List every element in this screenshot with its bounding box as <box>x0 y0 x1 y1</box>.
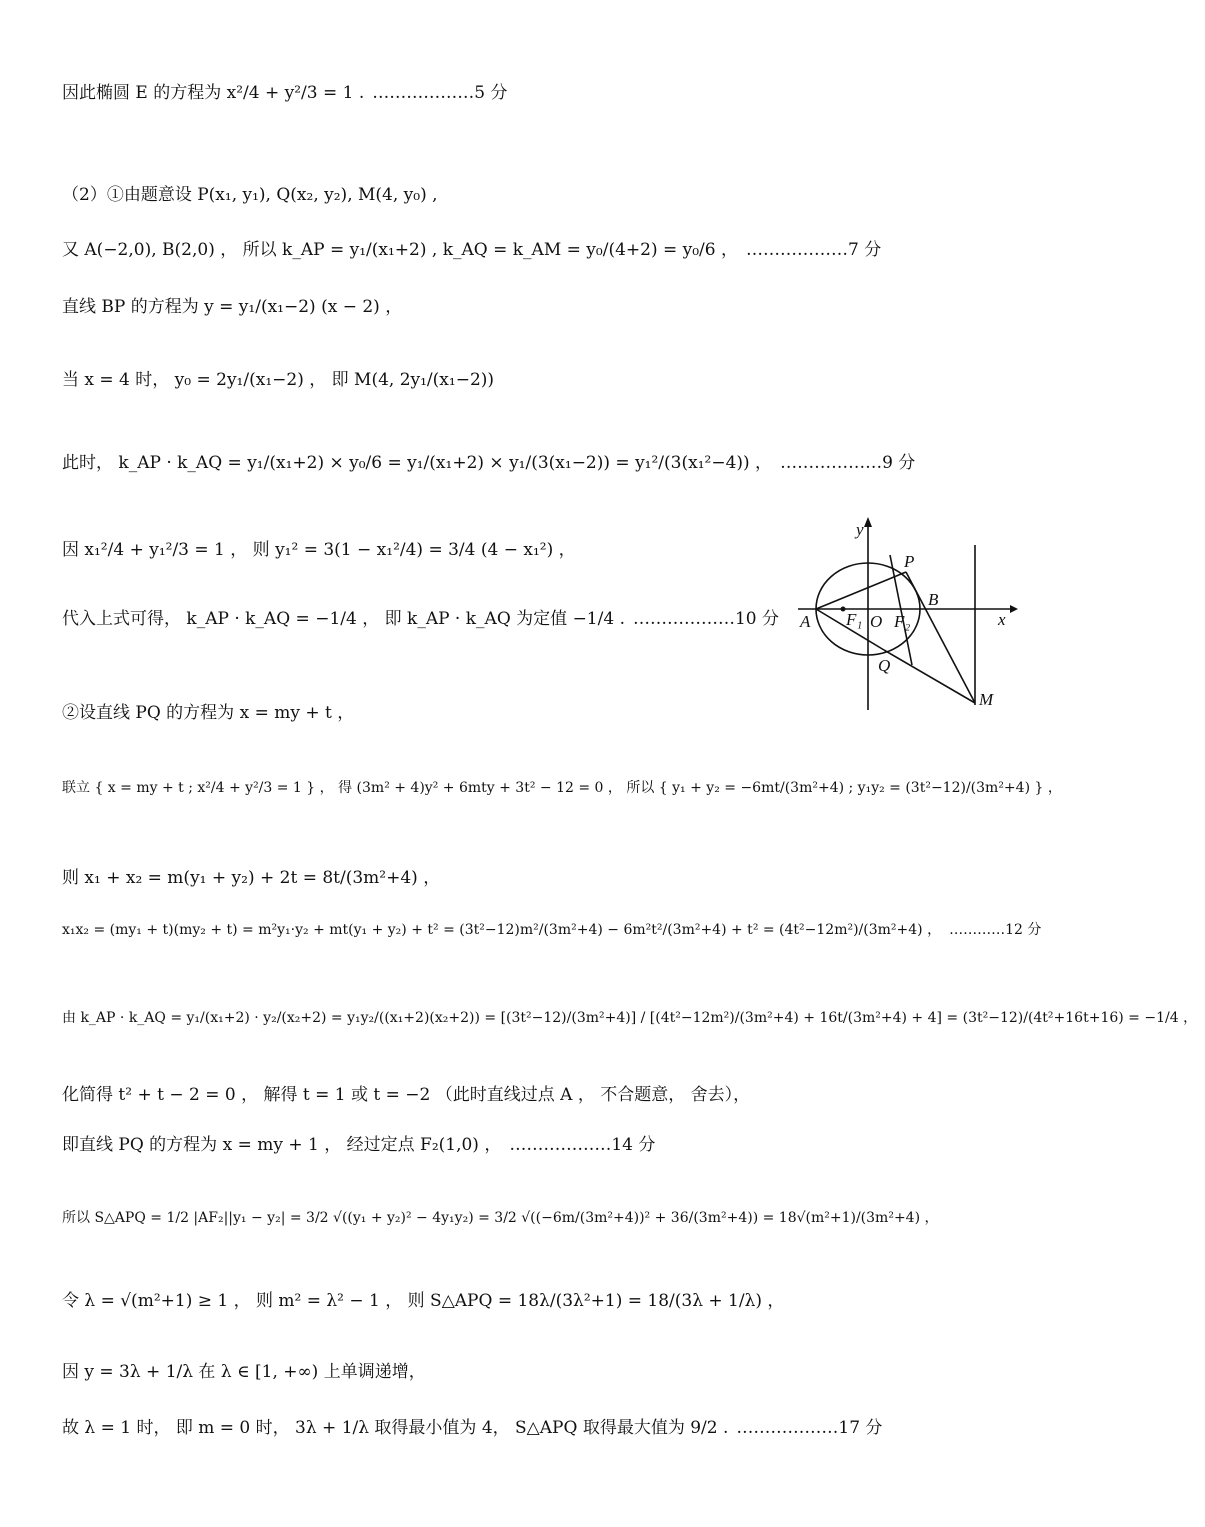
line-12: x₁x₂ = (my₁ + t)(my₂ + t) = m²y₁·y₂ + mt(y₁ + y₂) + t² = (3t²−12)m²/(3m²+4) − 6m²t²/(3m²+4) + t² = (4t²−12m²)/(3m²+4) ， …………12 分 <box>62 922 1042 938</box>
label-q: Q <box>878 656 891 675</box>
label-b: B <box>928 590 939 609</box>
label-x: x <box>998 610 1006 629</box>
line-15: 即直线 PQ 的方程为 x = my + 1 ， 经过定点 F₂(1,0) ， ………………14 分 <box>62 1135 656 1155</box>
line-19: 故 λ = 1 时， 即 m = 0 时， 3λ + 1/λ 取得最小值为 4， S△APQ 取得最大值为 9/2 . ………………17 分 <box>62 1418 883 1438</box>
y-axis-arrow <box>864 517 872 527</box>
label-y: y <box>856 520 864 539</box>
label-o: O <box>870 612 883 631</box>
f1-point <box>841 607 846 612</box>
line-9: ②设直线 PQ 的方程为 x = my + t ， <box>62 703 355 723</box>
label-a: A <box>800 612 811 631</box>
line-17: 令 λ = √(m²+1) ≥ 1 ， 则 m² = λ² − 1 ， 则 S△APQ = 18λ/(3λ²+1) = 18/(3λ + 1/λ) ， <box>62 1291 785 1311</box>
label-p: P <box>904 552 915 571</box>
line-5: 当 x = 4 时， y₀ = 2y₁/(x₁−2) ， 即 M(4, 2y₁/(x₁−2)) <box>62 370 495 390</box>
line-8: 代入上式可得， k_AP · k_AQ = −1/4 ， 即 k_AP · k_AQ 为定值 −1/4 . ………………10 分 <box>62 609 780 629</box>
line-11: 则 x₁ + x₂ = m(y₁ + y₂) + 2t = 8t/(3m²+4) ， <box>62 868 441 888</box>
x-axis-arrow <box>1010 605 1018 613</box>
line-1: 因此椭圆 E 的方程为 x²/4 + y²/3 = 1 . ………………5 分 <box>62 83 508 103</box>
line-10: 联立 { x = my + t ; x²/4 + y²/3 = 1 } ， 得 (3m² + 4)y² + 6mty + 3t² − 12 = 0 ， 所以 { y₁ + y₂ = −6mt/(3m²+4) ; y₁y₂ = (3t²−12)/(3m²+4) } ， <box>62 780 1062 796</box>
ellipse-figure <box>788 515 1033 720</box>
line-3: 又 A(−2,0), B(2,0) ， 所以 k_AP = y₁/(x₁+2) , k_AQ = k_AM = y₀/(4+2) = y₀/6 ， ………………7 分 <box>62 240 882 260</box>
line-18: 因 y = 3λ + 1/λ 在 λ ∈ [1, +∞) 上单调递增， <box>62 1362 426 1382</box>
label-f2: F₂ <box>894 612 911 631</box>
line-4: 直线 BP 的方程为 y = y₁/(x₁−2) (x − 2) ， <box>62 297 403 317</box>
line-16: 所以 S△APQ = 1/2 |AF₂||y₁ − y₂| = 3/2 √((y₁ + y₂)² − 4y₁y₂) = 3/2 √((−6m/(3m²+4))² + 36/(3m²+4)) = 18√(m²+1)/(3m²+4) ， <box>62 1210 939 1226</box>
line-2: （2）①由题意设 P(x₁, y₁), Q(x₂, y₂), M(4, y₀) , <box>62 185 438 205</box>
label-f1: F₁ <box>846 610 863 629</box>
line-13: 由 k_AP · k_AQ = y₁/(x₁+2) · y₂/(x₂+2) = y₁y₂/((x₁+2)(x₂+2)) = [(3t²−12)/(3m²+4)] / [(4t²−12m²)/(3m²+4) + 16t/(3m²+4) + 4] = (3t²−12)/(4t²+16t+16) = −1/4 ， <box>62 1010 1198 1026</box>
line-6: 此时， k_AP · k_AQ = y₁/(x₁+2) × y₀/6 = y₁/(x₁+2) × y₁/(3(x₁−2)) = y₁²/(3(x₁²−4)) ， ………………9 分 <box>62 453 916 473</box>
label-m: M <box>979 690 994 709</box>
line-7: 因 x₁²/4 + y₁²/3 = 1 ， 则 y₁² = 3(1 − x₁²/4) = 3/4 (4 − x₁²) ， <box>62 540 576 560</box>
line-14: 化简得 t² + t − 2 = 0 ， 解得 t = 1 或 t = −2 （此时直线过点 A ， 不合题意， 舍去）， <box>62 1085 751 1105</box>
